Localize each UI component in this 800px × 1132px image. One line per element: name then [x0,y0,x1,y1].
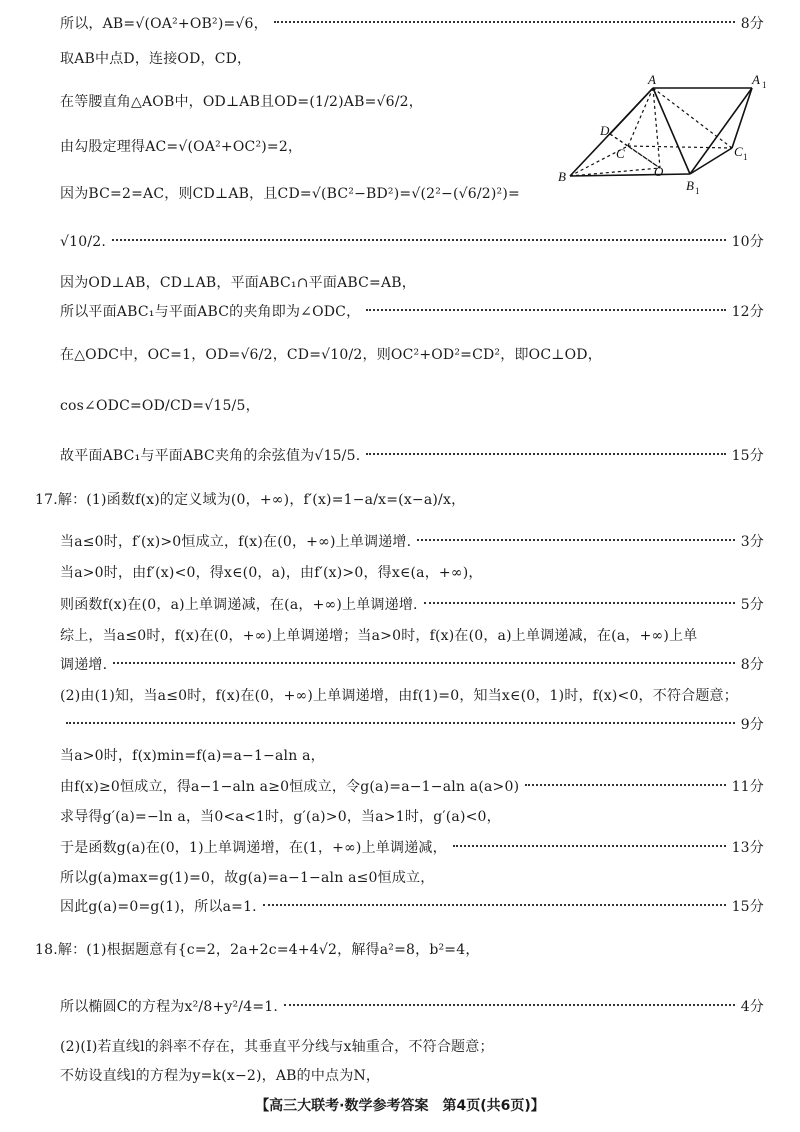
score-mark: 9分 [740,717,764,733]
line-text: 调递增. [60,657,108,673]
line-6 [60,232,764,252]
line-text: √10/2. [60,234,107,250]
leader-dots [263,904,726,906]
score-mark: 4分 [740,999,764,1015]
score-mark: 11分 [731,779,764,795]
leader-dots [113,662,734,664]
score-mark: 12分 [731,304,764,320]
score-mark: 10分 [731,234,764,250]
leader-dots [66,722,735,724]
line-text: 则函数f(x)在(0，a)上单调递减，在(a，+∞)上单调递增. [60,597,418,613]
line-10: cos∠ODC=OD/CD=√15/5， [60,398,260,414]
line-text: 故平面ABC₁与平面ABC夹角的余弦值为√15/5. [60,448,361,464]
line-8 [60,302,764,322]
line-24: 所以g(a)max=g(1)=0，故g(a)=a−1−aln a≤0恒成立， [60,870,435,886]
label-A1-subscript: 1 [762,80,767,90]
label-B1: B [686,178,694,193]
line-26: 18.解：(1)根据题意有{c=2，2a+2c=4+4√2，解得a²=8，b²=4， [35,942,480,958]
line-16: 综上，当a≤0时，f(x)在(0，+∞)上单调递增；当a>0时，f(x)在(0，a)上单调递减，在(a，+∞)上单 [60,628,698,644]
line-text: 所以平面ABC₁与平面ABC的夹角即为∠ODC， [60,304,361,320]
leader-dots [284,1004,735,1006]
label-B: B [558,169,566,184]
prism-figure [558,72,770,198]
line-27 [60,997,764,1017]
score-mark: 15分 [731,448,764,464]
line-text: 当a≤0时，f′(x)>0恒成立，f(x)在(0，+∞)上单调递增. [60,534,412,550]
line-3: 在等腰直角△AOB中，OD⊥AB且OD=(1/2)AB=√6/2， [60,94,423,110]
line-text: 所以椭圆C的方程为x²/8+y²/4=1. [60,999,279,1015]
line-20: 当a>0时，f(x)min=f(a)=a−1−aln a， [60,748,325,764]
label-D: D [600,123,610,138]
score-mark: 15分 [731,899,764,915]
score-mark: 8分 [740,657,764,673]
line-13 [60,532,764,552]
line-14: 当a>0时，由f′(x)<0，得x∈(0，a)，由f′(x)>0，得x∈(a，+∞)， [60,565,483,581]
label-C1: C [734,144,743,159]
score-mark: 8分 [740,16,764,32]
line-5: 因为BC=2=AC，则CD⊥AB，且CD=√(BC²−BD²)=√(2²−(√6/2)²)= [60,186,520,202]
label-B1-subscript: 1 [695,186,700,196]
line-22: 求导得g′(a)=−ln a，当0<a<1时，g′(a)>0，当a>1时，g′(a)<0， [60,809,501,825]
line-9: 在△ODC中，OC=1，OD=√6/2，CD=√10/2，则OC²+OD²=CD²，即OC⊥OD， [60,347,602,363]
line-29: 不妨设直线l的方程为y=k(x−2)，AB的中点为N， [60,1068,381,1084]
line-21 [60,777,764,797]
line-12: 17.解：(1)函数f(x)的定义域为(0，+∞)，f′(x)=1−a/x=(x−a)/x， [35,492,466,508]
line-text: 所以，AB=√(OA²+OB²)=√6， [60,16,268,32]
line-text: 由f(x)≥0恒成立，得a−1−aln a≥0恒成立，令g(a)=a−1−aln a(a>0) [60,779,520,795]
solid-edges [570,88,752,176]
leader-dots [417,539,734,541]
score-mark: 3分 [740,534,764,550]
label-A: A [648,72,656,87]
page-footer: 【高三大联考·数学参考答案 第4页(共6页)】 [255,1098,545,1114]
line-text: 于是函数g(a)在(0，1)上单调递增，在(1，+∞)上单调递减， [60,840,447,856]
line-15 [60,595,764,615]
score-mark: 5分 [740,597,764,613]
leader-dots [424,602,735,604]
line-1 [60,14,764,34]
line-23 [60,838,764,858]
line-28: (2)(Ⅰ)若直线l的斜率不存在，其垂直平分线与x轴重合，不符合题意； [60,1039,494,1055]
label-A1: A [752,72,760,87]
line-19 [60,715,764,735]
line-25 [60,897,764,917]
leader-dots [525,784,725,786]
label-O: O [654,164,664,179]
score-mark: 13分 [731,840,764,856]
line-text: 因此g(a)=0=g(1)，所以a=1. [60,899,257,915]
label-C1-subscript: 1 [743,152,748,162]
leader-dots [112,239,726,241]
line-2: 取AB中点D，连接OD，CD， [60,51,252,67]
leader-dots [366,453,725,455]
label-C: C [616,146,625,161]
line-18: (2)由(1)知，当a≤0时，f(x)在(0，+∞)上单调递增，由f(1)=0，知当x∈(0，1)时，f(x)<0，不符合题意； [60,688,738,704]
leader-dots [453,845,726,847]
line-11 [60,446,764,466]
line-4: 由勾股定理得AC=√(OA²+OC²)=2， [60,139,303,155]
leader-dots [366,309,725,311]
leader-dots [274,21,735,23]
line-7: 因为OD⊥AB，CD⊥AB，平面ABC₁∩平面ABC=AB， [60,275,416,291]
line-17 [60,655,764,675]
